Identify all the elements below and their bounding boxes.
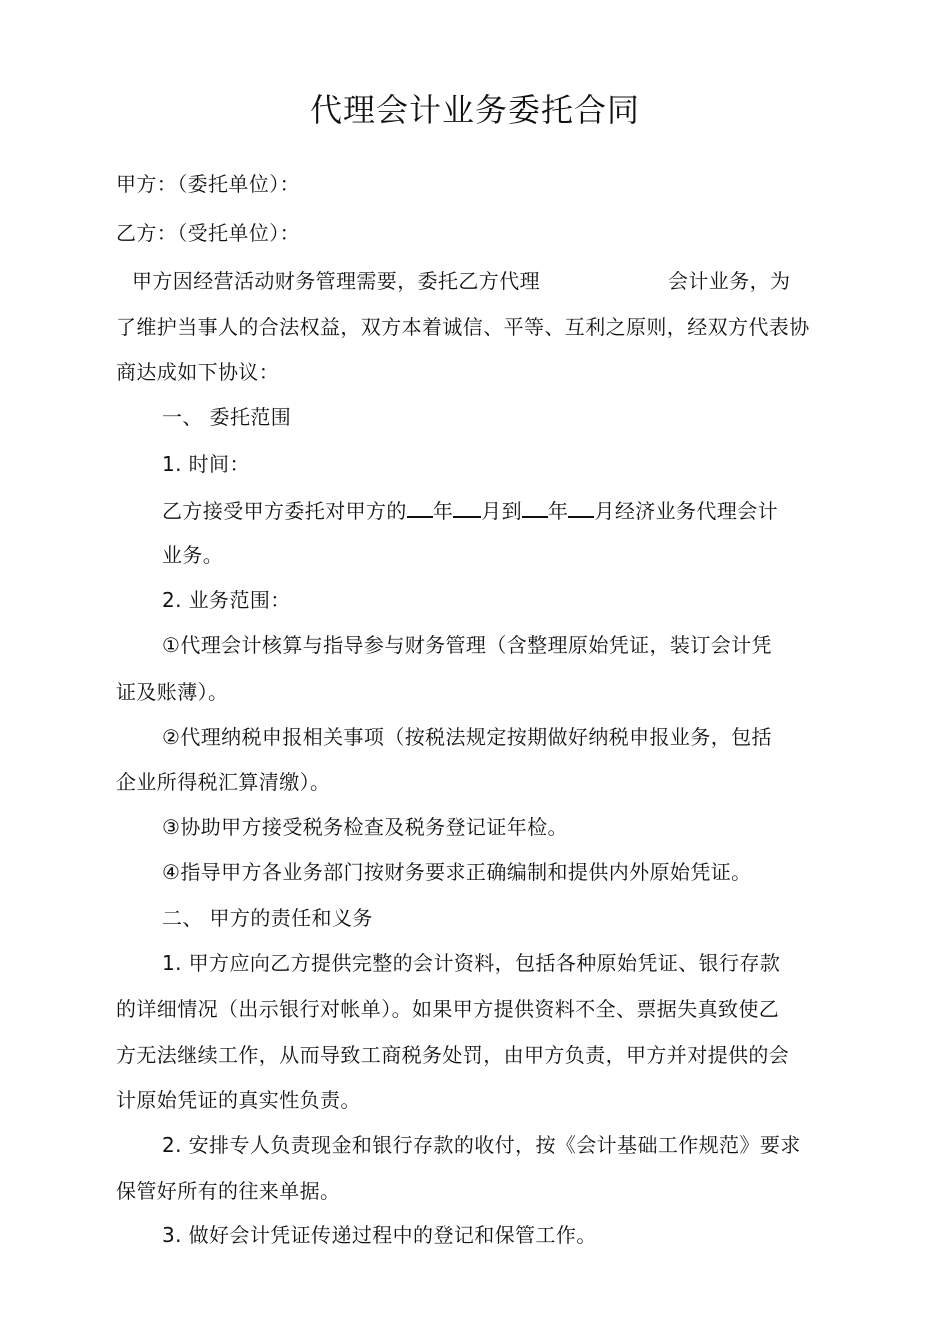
document-title: 代理会计业务委托合同 (309, 91, 640, 129)
scope-item-2-line-2: 企业所得税汇算清缴）。 (116, 770, 331, 794)
section1-item2-label: 2. 业务范围： (162, 588, 291, 612)
blank-start-year (407, 496, 433, 518)
section1-heading: 一、 委托范围 (162, 405, 292, 429)
time-text-5: 月经济业务代理会计 (594, 499, 779, 523)
time-text-2: 年 (432, 499, 454, 523)
time-clause-line-2: 业务。 (162, 543, 224, 567)
duty-3: 3. 做好会计凭证传递过程中的登记和保管工作。 (162, 1223, 597, 1247)
section2-heading: 二、 甲方的责任和义务 (162, 906, 373, 930)
intro-line-3: 商达成如下协议： (116, 360, 280, 384)
duty-2-line-1: 2. 安排专人负责现金和银行存款的收付，按《会计基础工作规范》要求 (162, 1133, 801, 1157)
blank-end-month (568, 496, 594, 518)
intro-line-2: 了维护当事人的合法权益，双方本着诚信、平等、互利之原则，经双方代表协 (116, 315, 810, 339)
scope-item-4: ④指导甲方各业务部门按财务要求正确编制和提供内外原始凭证。 (162, 860, 752, 884)
blank-start-month (453, 496, 481, 518)
scope-item-3: ③协助甲方接受税务检查及税务登记证年检。 (162, 815, 568, 839)
scope-item-1-line-2: 证及账薄）。 (116, 680, 229, 704)
scope-item-2-line-1: ②代理纳税申报相关事项（按税法规定按期做好纳税申报业务，包括 (162, 725, 772, 749)
duty-1-line-1: 1. 甲方应向乙方提供完整的会计资料，包括各种原始凭证、银行存款 (162, 951, 781, 975)
blank-end-year (522, 496, 548, 518)
party-b-line: 乙方：（受托单位）： (116, 221, 300, 245)
duty-2-line-2: 保管好所有的往来单据。 (116, 1179, 341, 1203)
intro-text-part1: 甲方因经营活动财务管理需要，委托乙方代理 (132, 269, 540, 293)
section1-item1-label: 1. 时间： (162, 452, 250, 476)
intro-text-part2: 会计业务，为 (668, 269, 791, 293)
intro-line-1 (132, 267, 790, 295)
scope-item-1-line-1: ①代理会计核算与指导参与财务管理（含整理原始凭证，装订会计凭 (162, 633, 772, 657)
party-a-line: 甲方：（委托单位）： (116, 172, 300, 196)
time-text-1: 乙方接受甲方委托对甲方的 (162, 499, 407, 523)
time-clause-line-1 (162, 496, 778, 525)
time-text-4: 年 (548, 499, 569, 523)
duty-1-line-2: 的详细情况（出示银行对帐单）。如果甲方提供资料不全、票据失真致使乙 (116, 997, 780, 1021)
duty-1-line-3: 方无法继续工作，从而导致工商税务处罚，由甲方负责，甲方并对提供的会 (116, 1043, 790, 1067)
time-text-3: 月到 (481, 499, 523, 523)
duty-1-line-4: 计原始凭证的真实性负责。 (116, 1088, 361, 1112)
